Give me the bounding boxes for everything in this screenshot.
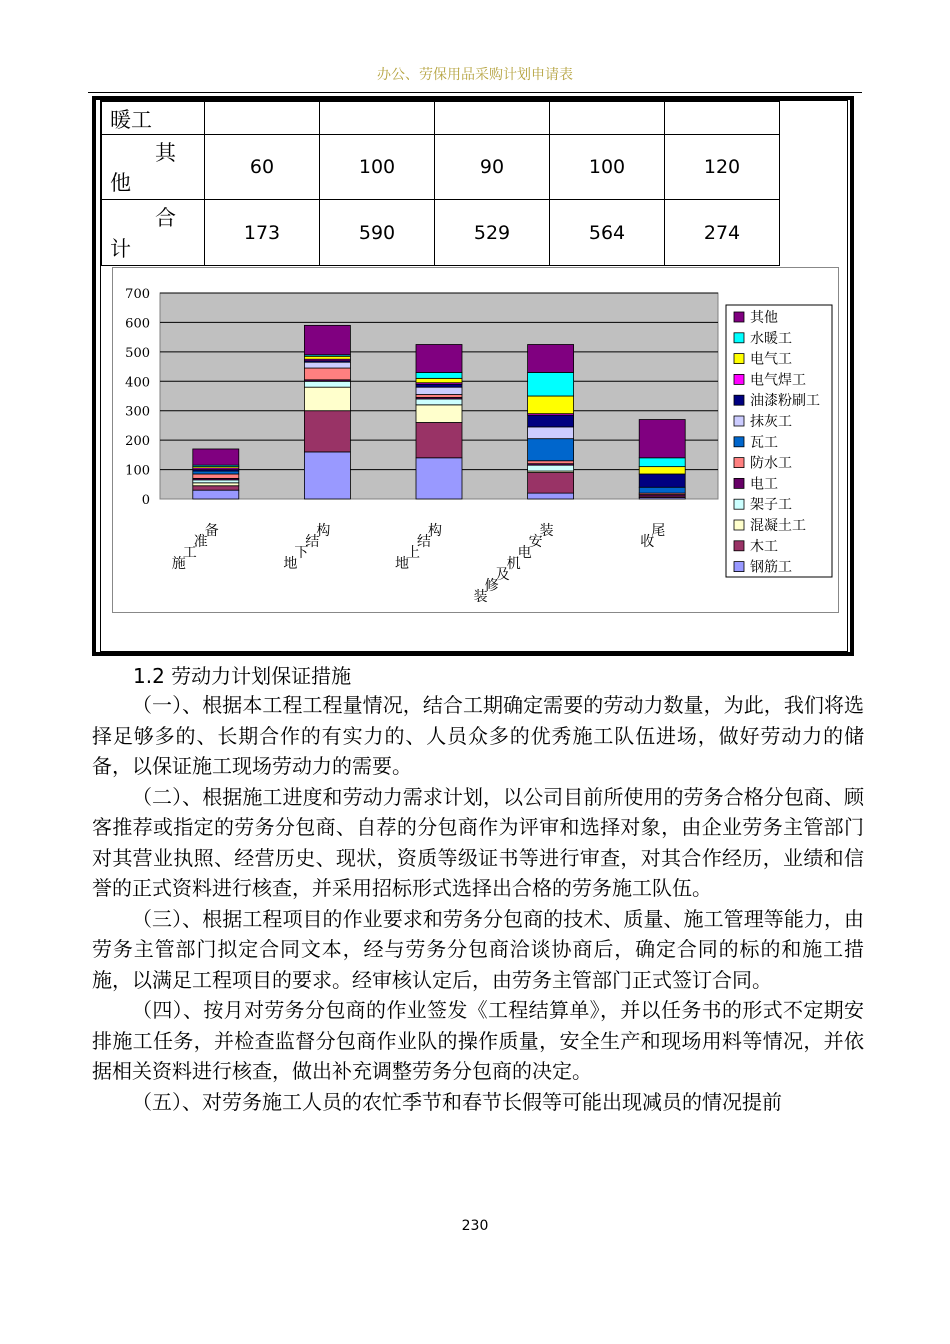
row-label-cell bbox=[102, 102, 205, 135]
row-label-cell bbox=[102, 135, 205, 200]
bar-segment bbox=[639, 420, 685, 458]
bar-segment bbox=[639, 487, 685, 493]
legend-label: 水暖工 bbox=[750, 330, 792, 347]
row-label-top: 其 bbox=[155, 141, 176, 165]
row-label: 暖工 bbox=[110, 108, 152, 132]
legend-swatch bbox=[734, 333, 744, 343]
paragraph: （四）、按月对劳务分包商的作业签发《工程结算单》，并以任务书的形式不定期安排施工任务，并检查监督分包商作业队的操作质量，安全生产和现场用料等情况，并依据相关资料进行核查，做出补充调整劳务分包商的决定。 bbox=[92, 998, 864, 1083]
x-tick-char: 结 bbox=[417, 534, 431, 550]
bar-segment bbox=[416, 395, 462, 398]
paragraph: （三）、根据工程项目的作业要求和劳务分包商的技术、质量、施工管理等能力，由劳务主管部门拟定合同文本，经与劳务分包商洽谈协商后，确定合同的标的和施工措施，以满足工程项目的要求。经审核认定后，由劳务主管部门正式签订合同。 bbox=[92, 906, 864, 992]
y-tick-label: 600 bbox=[125, 316, 150, 332]
table-cell bbox=[320, 102, 435, 135]
x-tick-char: 下 bbox=[294, 545, 309, 561]
table-cell bbox=[665, 102, 780, 135]
table-cell: 529 bbox=[435, 200, 550, 266]
x-tick-char: 电 bbox=[517, 545, 532, 561]
paragraph: （五）、对劳务施工人员的农忙季节和春节长假等可能出现减员的情况提前 bbox=[132, 1089, 782, 1114]
y-tick-label: 700 bbox=[125, 287, 150, 302]
section-body bbox=[92, 690, 864, 1117]
legend-label: 其他 bbox=[750, 310, 778, 326]
bar-segment bbox=[304, 325, 350, 354]
x-tick-char: 备 bbox=[204, 523, 219, 539]
bar-segment bbox=[416, 399, 462, 405]
legend-swatch bbox=[734, 499, 744, 509]
table-cell: 274 bbox=[665, 200, 780, 266]
bar-segment bbox=[193, 449, 239, 465]
legend-label: 瓦工 bbox=[750, 434, 778, 451]
table-cell: 60 bbox=[205, 135, 320, 200]
x-tick-char: 收 bbox=[640, 534, 655, 550]
bar-segment bbox=[416, 387, 462, 394]
bar-segment bbox=[416, 372, 462, 378]
bar-segment bbox=[304, 381, 350, 387]
bar-segment bbox=[528, 427, 574, 439]
x-tick-char: 构 bbox=[428, 523, 442, 539]
y-tick-label: 0 bbox=[141, 493, 150, 508]
legend-swatch bbox=[734, 478, 744, 488]
table-row bbox=[102, 200, 780, 266]
bar-segment bbox=[528, 439, 574, 461]
section-heading: 1.2 劳动力计划保证措施 bbox=[133, 664, 352, 688]
bar-segment bbox=[416, 458, 462, 499]
bar-segment bbox=[528, 372, 574, 396]
bar-segment bbox=[304, 362, 350, 368]
table-cell: 173 bbox=[205, 200, 320, 266]
table-cell bbox=[435, 102, 550, 135]
legend-swatch bbox=[734, 520, 744, 530]
x-tick-char: 安 bbox=[528, 534, 543, 550]
row-label-top: 合 bbox=[155, 206, 176, 230]
x-tick-char: 机 bbox=[506, 556, 521, 572]
bar-segment bbox=[639, 467, 685, 474]
x-tick-char: 工 bbox=[182, 545, 197, 561]
bar-segment bbox=[304, 411, 350, 452]
y-tick-label: 100 bbox=[125, 463, 150, 479]
table-row bbox=[102, 102, 780, 135]
x-tick-char: 地 bbox=[395, 556, 409, 572]
legend-label: 电气工 bbox=[750, 351, 792, 368]
x-tick-char: 施 bbox=[171, 556, 186, 572]
x-tick-char: 装 bbox=[539, 523, 554, 539]
row-label-bottom: 计 bbox=[110, 237, 131, 261]
bar-segment bbox=[639, 458, 685, 467]
table-cell: 590 bbox=[320, 200, 435, 266]
bar-segment bbox=[528, 415, 574, 427]
bar-segment bbox=[193, 483, 239, 486]
table-cell: 100 bbox=[550, 135, 665, 200]
row-label-bottom: 他 bbox=[110, 171, 131, 195]
bar-segment bbox=[416, 405, 462, 423]
legend-swatch bbox=[734, 312, 744, 322]
bar-segment bbox=[416, 422, 462, 457]
paragraph: （二）、根据施工进度和劳动力需求计划，以公司目前所使用的劳务合格分包商、顾客推荐或指定的劳务分包商、自荐的分包商作为评审和选择对象，由企业劳务主管部门对其营业执照、经营历史、现状，资质等级证书等进行审查，对其合作经历，业绩和信誉的正式资料进行核查，并采用招标形式选择出合格的劳务施工队伍。 bbox=[92, 784, 864, 900]
bar-segment bbox=[528, 461, 574, 464]
bar-segment bbox=[193, 474, 239, 478]
x-tick-char: 上 bbox=[406, 545, 420, 561]
header-rule bbox=[88, 92, 862, 93]
x-tick-char: 结 bbox=[305, 534, 320, 550]
legend-swatch bbox=[734, 562, 744, 572]
bar-segment bbox=[528, 396, 574, 414]
legend-label: 防水工 bbox=[750, 455, 792, 472]
bar-segment bbox=[528, 493, 574, 499]
bar-segment bbox=[639, 474, 685, 487]
x-tick-label bbox=[474, 522, 554, 605]
x-tick-char: 修 bbox=[484, 578, 499, 594]
bar-segment bbox=[416, 378, 462, 382]
x-tick-label bbox=[640, 523, 665, 550]
x-tick-char: 及 bbox=[495, 567, 510, 583]
y-tick-label: 200 bbox=[125, 434, 150, 450]
table-cell: 120 bbox=[665, 135, 780, 200]
legend-label: 油漆粉刷工 bbox=[750, 393, 820, 410]
bar-segment bbox=[304, 452, 350, 499]
table-cell bbox=[205, 102, 320, 135]
paragraph: （一）、根据本工程工程量情况，结合工期确定需要的劳动力数量，为此，我们将选择足够多的、长期合作的有实力的、人员众多的优秀施工队伍进场，做好劳动力的储备，以保证施工现场劳动力的需要。 bbox=[92, 693, 864, 778]
bar-segment bbox=[528, 345, 574, 373]
bar-segment bbox=[193, 471, 239, 474]
legend-label: 钢筋工 bbox=[750, 559, 792, 576]
bar-segment bbox=[304, 368, 350, 380]
legend-label: 电气焊工 bbox=[750, 372, 806, 389]
legend-label: 电工 bbox=[750, 476, 778, 493]
bar-segment bbox=[416, 384, 462, 387]
row-label-cell bbox=[102, 200, 205, 266]
table-cell bbox=[550, 102, 665, 135]
bar-segment bbox=[528, 473, 574, 494]
stacked-bar-chart bbox=[112, 267, 839, 613]
legend-label: 木工 bbox=[750, 538, 778, 555]
legend-label: 抹灰工 bbox=[750, 414, 792, 430]
legend-swatch bbox=[734, 416, 744, 426]
legend-swatch bbox=[734, 354, 744, 364]
x-tick-char: 地 bbox=[283, 556, 298, 572]
legend-swatch bbox=[734, 374, 744, 384]
legend-swatch bbox=[734, 437, 744, 447]
legend-swatch bbox=[734, 541, 744, 551]
bar-segment bbox=[193, 480, 239, 483]
y-tick-label: 400 bbox=[125, 375, 150, 391]
x-tick-char: 准 bbox=[193, 534, 208, 550]
bar-segment bbox=[304, 387, 350, 411]
y-tick-label: 500 bbox=[125, 345, 150, 361]
x-tick-label bbox=[172, 523, 219, 572]
x-tick-char: 尾 bbox=[651, 523, 666, 539]
labor-table bbox=[101, 101, 780, 266]
document-header-title: 办公、劳保用品采购计划申请表 bbox=[377, 67, 573, 83]
table-row bbox=[102, 135, 780, 200]
bar-segment bbox=[193, 490, 239, 499]
x-tick-char: 装 bbox=[473, 589, 488, 605]
table-cell: 564 bbox=[550, 200, 665, 266]
page-number: 230 bbox=[461, 1218, 489, 1234]
table-cell: 90 bbox=[435, 135, 550, 200]
bar-segment bbox=[416, 345, 462, 373]
bar-segment bbox=[304, 356, 350, 359]
bar-segment bbox=[528, 465, 574, 471]
legend-label: 混凝土工 bbox=[750, 518, 806, 534]
legend-label: 架子工 bbox=[750, 497, 792, 514]
x-tick-char: 构 bbox=[316, 523, 331, 539]
x-tick-label bbox=[283, 522, 330, 572]
x-tick-label bbox=[395, 522, 442, 572]
bar-segment bbox=[193, 486, 239, 490]
y-tick-label: 300 bbox=[125, 404, 150, 420]
legend-swatch bbox=[734, 395, 744, 405]
legend-swatch bbox=[734, 458, 744, 468]
table-cell: 100 bbox=[320, 135, 435, 200]
